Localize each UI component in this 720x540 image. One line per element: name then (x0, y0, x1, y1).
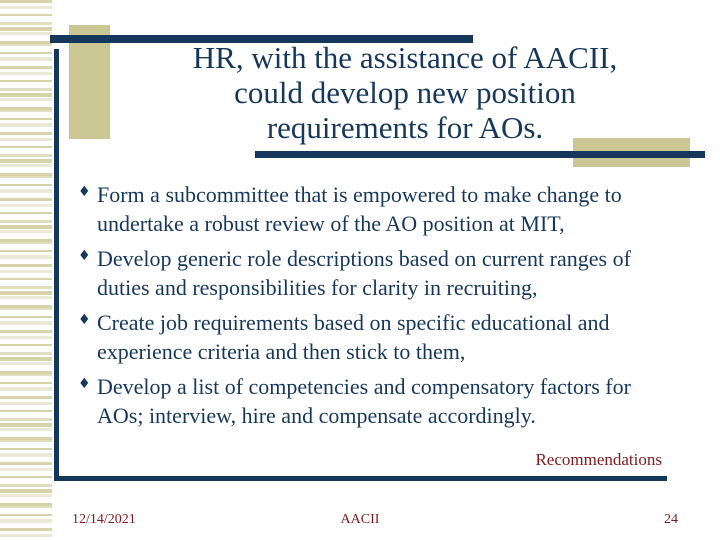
diamond-bullet-icon: ♦ (78, 184, 91, 200)
bullet-4-line-2: AOs; interview, hire and compensate accordingly. (97, 403, 536, 428)
bullet-3-line-2: experience criteria and then stick to them, (97, 339, 466, 364)
bullet-item-2 (78, 244, 690, 302)
bullet-3-line-1: Create job requirements based on specific educational and (97, 310, 610, 335)
title-line-3: requirements for AOs. (266, 110, 544, 145)
bullet-item-1 (78, 180, 690, 238)
footer-date: 12/14/2021 (72, 512, 136, 527)
footer-org-label: AACII (340, 512, 380, 527)
bullet-2-line-2: duties and responsibilities for clarity in recruiting, (97, 275, 538, 300)
bullet-4-line-1: Develop a list of competencies and compensatory factors for (97, 374, 631, 399)
bullet-1-line-2: undertake a robust review of the AO position at MIT, (97, 211, 565, 236)
vertical-navy-line (54, 49, 59, 481)
bullet-item-4 (78, 372, 690, 430)
recommendations-label: Recommendations (535, 450, 662, 469)
title-line-1: HR, with the assistance of AACII, (192, 40, 618, 75)
diamond-bullet-icon: ♦ (78, 376, 91, 392)
bullet-item-3 (78, 308, 690, 366)
bottom-navy-line (54, 476, 667, 481)
slide-footer (0, 512, 720, 532)
left-stripe-decoration (0, 0, 52, 540)
bullet-list (78, 180, 690, 436)
diamond-bullet-icon: ♦ (78, 248, 91, 264)
footer-page-number: 24 (664, 512, 678, 527)
bullet-2-line-1: Develop generic role descriptions based on current ranges of (97, 246, 631, 271)
title-underline-bar (255, 151, 705, 158)
diamond-bullet-icon: ♦ (78, 312, 91, 328)
bullet-1-line-1: Form a subcommittee that is empowered to make change to (97, 182, 622, 207)
title-line-2: could develop new position (234, 75, 576, 110)
slide-title (140, 40, 670, 145)
